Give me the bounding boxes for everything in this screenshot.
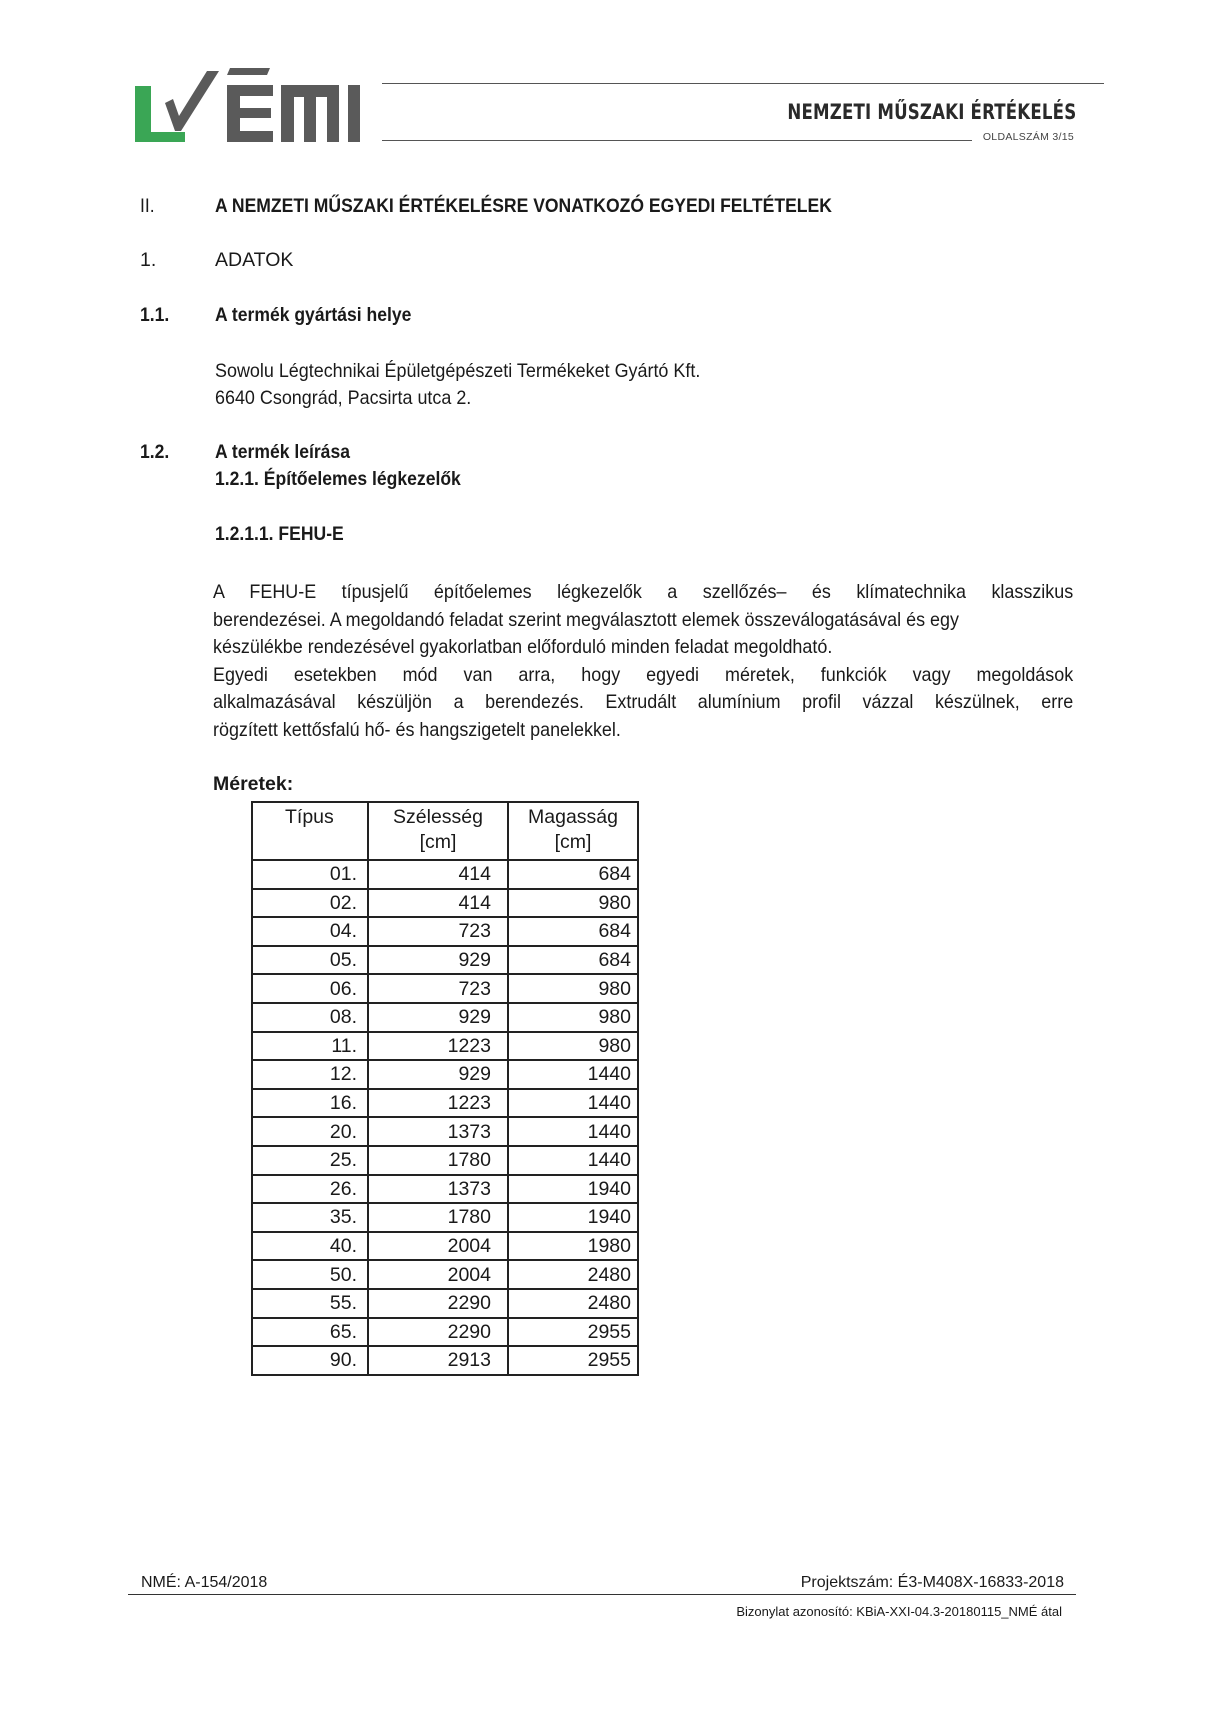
paragraph-line: készülékbe rendezésével gyakorlatban előforduló minden feladat megoldható.	[213, 636, 833, 658]
paragraph-line: alkalmazásával készüljön a berendezés. Extrudált alumínium profil vázzal készülnek, erre	[213, 691, 1074, 713]
footer-rule	[128, 1594, 1076, 1595]
description-paragraph	[213, 579, 1073, 744]
table-row: 65. 2290 2955	[252, 1318, 638, 1347]
table-row: 02. 414 980	[252, 889, 638, 918]
table-row: 26. 1373 1940	[252, 1175, 638, 1204]
emi-logo	[135, 66, 365, 144]
table-row: 55. 2290 2480	[252, 1289, 638, 1318]
table-row: 16. 1223 1440	[252, 1089, 638, 1118]
column-header-height: Magasság [cm]	[508, 802, 638, 860]
footer-nme-number: NMÉ: A-154/2018	[141, 1574, 268, 1591]
table-row: 06. 723 980	[252, 974, 638, 1003]
table-row: 05. 929 684	[252, 946, 638, 975]
table-row: 11. 1223 980	[252, 1032, 638, 1061]
paragraph-line: rögzített kettősfalú hő- és hangszigetelt panelekkel.	[213, 718, 621, 741]
manufacturer-address: 6640 Csongrád, Pacsirta utca 2.	[215, 387, 472, 409]
paragraph-line: Egyedi esetekben mód van arra, hogy egyedi méretek, funkciók vagy megoldások	[213, 663, 1074, 686]
manufacturer-name: Sowolu Légtechnikai Épületgépészeti Termékeket Gyártó Kft.	[215, 360, 701, 382]
table-row: 25. 1780 1440	[252, 1146, 638, 1175]
chapter-number: 1.	[140, 249, 157, 271]
page-number: OLDALSZÁM 3/15	[982, 131, 1074, 143]
section-title: A NEMZETI MŰSZAKI ÉRTÉKELÉSRE VONATKOZÓ EGYEDI FELTÉTELEK	[215, 195, 832, 217]
emi-logo-icon	[135, 66, 365, 144]
s1-2-number: 1.2.	[140, 441, 170, 463]
footer-project-number: Projektszám: É3-M408X-16833-2018	[800, 1574, 1064, 1591]
section-number: II.	[140, 195, 155, 217]
column-header-width: Szélesség [cm]	[368, 802, 508, 860]
s1-1-title: A termék gyártási helye	[215, 304, 412, 326]
table-row: 04. 723 684	[252, 917, 638, 946]
chapter-title: ADATOK	[215, 249, 294, 271]
column-header-type: Típus	[252, 802, 368, 860]
header-rule-top	[382, 83, 1104, 84]
table-row: 20. 1373 1440	[252, 1117, 638, 1146]
table-row: 08. 929 980	[252, 1003, 638, 1032]
s1-2-1-title: 1.2.1. Építőelemes légkezelők	[215, 468, 461, 490]
s1-2-title: A termék leírása	[215, 441, 350, 463]
table-row: 01. 414 684	[252, 860, 638, 889]
s1-1-number: 1.1.	[140, 304, 170, 326]
table-header-row	[252, 802, 638, 860]
table-row: 50. 2004 2480	[252, 1260, 638, 1289]
paragraph-line: berendezései. A megoldandó feladat szerint megválasztott elemek összeválogatásával és egy	[213, 608, 959, 631]
dimensions-label: Méretek:	[213, 773, 294, 795]
s1-2-1-1-title: 1.2.1.1. FEHU-E	[215, 523, 344, 545]
header-rule-bottom	[382, 140, 972, 141]
header-title: NEMZETI MŰSZAKI ÉRTÉKELÉS	[787, 100, 1076, 124]
footer-document-id: Bizonylat azonosító: KBiA-XXI-04.3-20180115_NMÉ átal	[736, 1604, 1062, 1619]
paragraph-line: A FEHU-E típusjelű építőelemes légkezelők a szellőzés– és klímatechnika klasszikus	[213, 581, 1074, 603]
table-row: 35. 1780 1940	[252, 1203, 638, 1232]
table-row: 12. 929 1440	[252, 1060, 638, 1089]
table-row: 90. 2913 2955	[252, 1346, 638, 1375]
dimensions-table	[251, 801, 639, 1376]
table-row: 40. 2004 1980	[252, 1232, 638, 1261]
